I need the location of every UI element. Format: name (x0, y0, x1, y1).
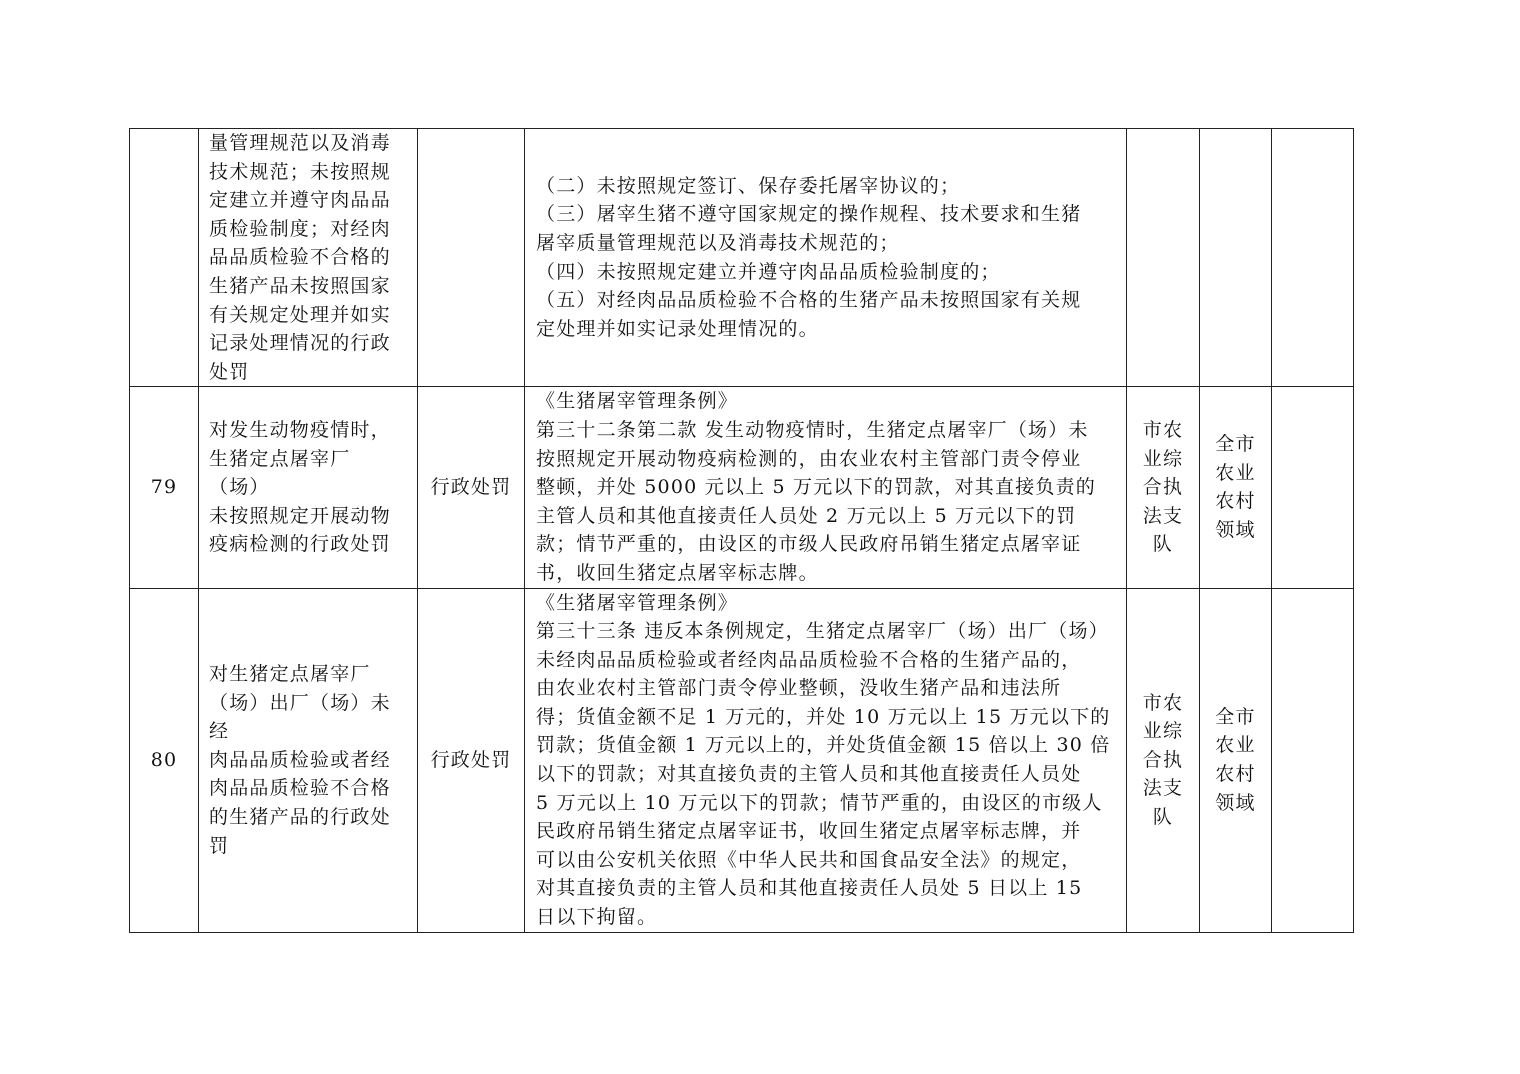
legal-basis-cell: 《生猪屠宰管理条例》 第三十二条第二款 发生动物疫情时，生猪定点屠宰厂（场）未 按照规定开展动物疫病检测的，由农业农村主管部门责令停业 整顿，并处 5000 元以上 5 万元以下的罚款，对其直接负责的 主管人员和其他直接责任人员处 2 万元以上 5 万元以下的罚 款；情节严重的，由设区的市级人民政府吊销生猪定点屠宰证 书，收回生猪定点屠宰标志牌。 (525, 387, 1127, 588)
agency-cell: 市农 业综 合执 法支 队 (1127, 387, 1200, 588)
table-row (130, 387, 1354, 588)
table-row (130, 588, 1354, 932)
item-name-cell: 量管理规范以及消毒 技术规范；未按照规 定建立并遵守肉品品 质检验制度；对经肉 品品质检验不合格的 生猪产品未按照国家 有关规定处理并如实 记录处理情况的行政 处罚 (199, 129, 418, 387)
row-number-cell (130, 129, 199, 387)
scope-cell: 全市 农业 农村 领域 (1200, 387, 1272, 588)
note-cell (1272, 588, 1354, 932)
note-cell (1272, 387, 1354, 588)
row-number-cell: 80 (130, 588, 199, 932)
category-cell: 行政处罚 (418, 387, 525, 588)
note-cell (1272, 129, 1354, 387)
table-row (130, 129, 1354, 387)
item-name-cell: 对发生动物疫情时， 生猪定点屠宰厂（场） 未按照规定开展动物 疫病检测的行政处罚 (199, 387, 418, 588)
agency-cell (1127, 129, 1200, 387)
scope-cell (1200, 129, 1272, 387)
scope-cell: 全市 农业 农村 领域 (1200, 588, 1272, 932)
legal-basis-cell: （二）未按照规定签订、保存委托屠宰协议的； （三）屠宰生猪不遵守国家规定的操作规程、技术要求和生猪 屠宰质量管理规范以及消毒技术规范的； （四）未按照规定建立并遵守肉品品质检验制度的； （五）对经肉品品质检验不合格的生猪产品未按照国家有关规 定处理并如实记录处理情况的。 (525, 129, 1127, 387)
legal-basis-cell: 《生猪屠宰管理条例》 第三十三条 违反本条例规定，生猪定点屠宰厂（场）出厂（场） 未经肉品品质检验或者经肉品品质检验不合格的生猪产品的， 由农业农村主管部门责令停业整顿，没收生猪产品和违法所 得；货值金额不足 1 万元的，并处 10 万元以上 15 万元以下的 罚款；货值金额 1 万元以上的，并处货值金额 15 倍以上 30 倍 以下的罚款；对其直接负责的主管人员和其他直接责任人员处 5 万元以上 10 万元以下的罚款；情节严重的，由设区的市级人 民政府吊销生猪定点屠宰证书，收回生猪定点屠宰标志牌，并 可以由公安机关依照《中华人民共和国食品安全法》的规定， 对其直接负责的主管人员和其他直接责任人员处 5 日以上 15 日以下拘留。 (525, 588, 1127, 932)
item-name-cell: 对生猪定点屠宰厂 （场）出厂（场）未经 肉品品质检验或者经 肉品品质检验不合格 的生猪产品的行政处 罚 (199, 588, 418, 932)
category-cell: 行政处罚 (418, 588, 525, 932)
row-number-cell: 79 (130, 387, 199, 588)
agency-cell: 市农 业综 合执 法支 队 (1127, 588, 1200, 932)
category-cell (418, 129, 525, 387)
penalty-table (129, 128, 1354, 933)
